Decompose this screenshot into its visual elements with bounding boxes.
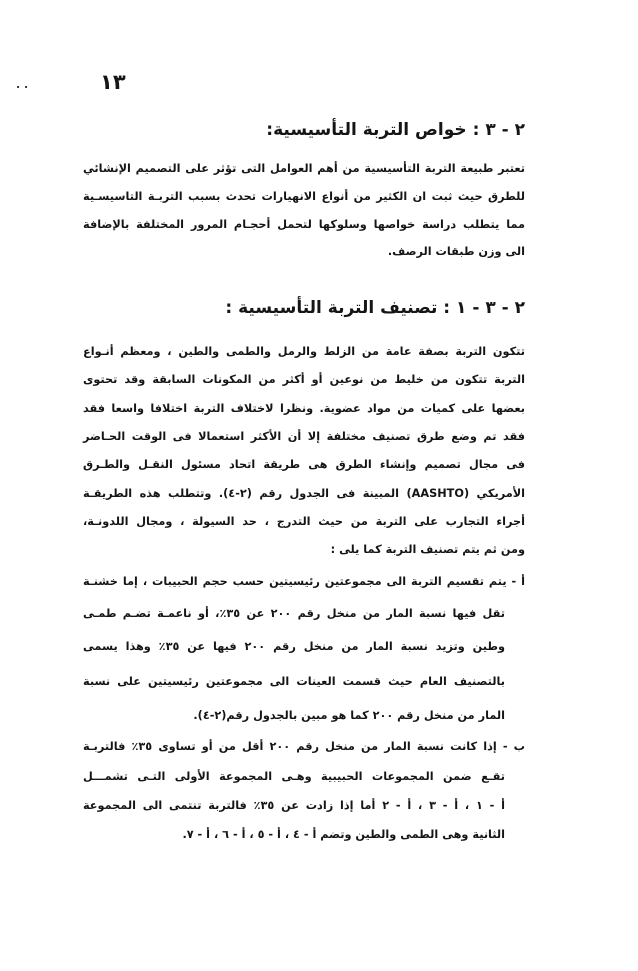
- line-text: تعتبر طبيعة التربة التأسيسية من أهم العوامل التى تؤثر على التصميم الإنشائي: [83, 162, 525, 175]
- paragraph-line: [83, 506, 525, 534]
- line-text: تتكون التربة بصفة عامة من الزلط والرمل والطمى والطين ، ومعظم أنـواع: [83, 345, 525, 358]
- line-text: تقـع ضمن المجموعات الحبيبية وهـى المجموعة الأولى التـى تشمـــل: [83, 770, 505, 783]
- corner-mark: . .: [16, 78, 29, 91]
- line-text: التربة تتكون من خليط من نوعين أو أكثر من المكونات السابقة وقد تحتوى: [83, 373, 525, 386]
- line-text: تقل فيها نسبة المار من منخل رقم ٢٠٠ عن ٣٥٪، أو ناعمـة تضـم طمـى: [83, 607, 505, 620]
- line-text: فى مجال تصميم وإنشاء الطرق هى طريقة اتحاد مسئول النقـل والطـرق: [83, 458, 525, 471]
- list-item-line: [83, 761, 505, 789]
- list-item-line: [83, 566, 525, 594]
- line-text: ب - إذا كانت نسبة المار من منخل رقم ٢٠٠ أقل من أو تساوى ٣٥٪ فالتربـة: [82, 740, 525, 753]
- list-item-line: [83, 631, 505, 659]
- paragraph-line: [83, 393, 525, 421]
- list-item-line: [83, 819, 505, 847]
- line-text: بعضها على كميات من مواد عضوية. ونظرا لاختلاف التربة اختلافا واسعا فقد: [83, 402, 525, 415]
- line-text: المار من منخل رقم ٢٠٠ كما هو مبين بالجدول رقم(٢-٤).: [193, 709, 505, 722]
- list-item-line: [83, 598, 505, 626]
- heading-text: ٢ - ٣ : خواص التربة التأسيسية:: [266, 120, 525, 140]
- line-text: الى وزن طبقات الرصف.: [387, 245, 525, 258]
- line-text: أ - يتم تقسيم التربة الى مجموعتين رئيسيتين حسب حجم الحبيبات ، إما خشنـة: [83, 575, 525, 588]
- line-text: ومن ثم يتم تصنيف التربة كما يلى :: [330, 543, 525, 556]
- section-heading: [83, 116, 525, 144]
- line-text: للطرق حيث ثبت ان الكثير من أنواع الانهيارات تحدث بسبب التربـة التاسيسـية: [83, 190, 525, 203]
- line-text: الأمريكي (AASHTO) المبينة فى الجدول رقم (٢-٤). وتتطلب هذه الطريقـة: [83, 487, 525, 500]
- paragraph-line: [83, 449, 525, 477]
- heading-text: ٢ - ٣ - ١ : تصنيف التربة التأسيسية :: [225, 298, 525, 318]
- line-text: فقد تم وضع طرق تصنيف مختلفة إلا أن الأكثر استعمالا فى الوقت الحـاضر: [83, 430, 525, 443]
- page-number: ١٣: [100, 70, 126, 94]
- paragraph-line: [83, 209, 525, 237]
- paragraph-line: [83, 153, 525, 181]
- paragraph-line: [83, 534, 525, 562]
- line-text: أجراء التجارب على التربة من حيث التدرج ، حد السيولة ، ومجال اللدونـة،: [83, 515, 525, 528]
- paragraph-line: [83, 478, 525, 506]
- line-text: بالتصنيف العام حيث قسمت العينات الى مجموعتين رئيسيتين على نسبة: [83, 675, 505, 688]
- line-text: الثانية وهى الطمى والطين وتضم أ - ٤ ، أ - ٥ ، أ - ٦ ، أ - ٧.: [182, 828, 505, 841]
- paragraph-line: [83, 364, 525, 392]
- list-item-line: [83, 790, 505, 818]
- list-item-line: [83, 700, 505, 728]
- line-text: أ - ١ ، أ - ٣ ، أ - ٢ أما إذا زادت عن ٣٥٪ فالتربة تنتمى الى المجموعة: [82, 799, 505, 812]
- paragraph-line: [83, 181, 525, 209]
- paragraph-line: [83, 236, 525, 264]
- paragraph-line: [83, 336, 525, 364]
- line-text: مما يتطلب دراسة خواصها وسلوكها لتحمل أحجـام المرور المختلفة بالإضافة: [83, 218, 525, 231]
- list-item-line: [83, 666, 505, 694]
- line-text: وطين وتزيد نسبة المار من منخل رقم ٢٠٠ فيها عن ٣٥٪ وهذا يسمى: [83, 640, 505, 653]
- paragraph-line: [83, 421, 525, 449]
- list-item-line: [83, 731, 525, 759]
- section-heading: [83, 294, 525, 322]
